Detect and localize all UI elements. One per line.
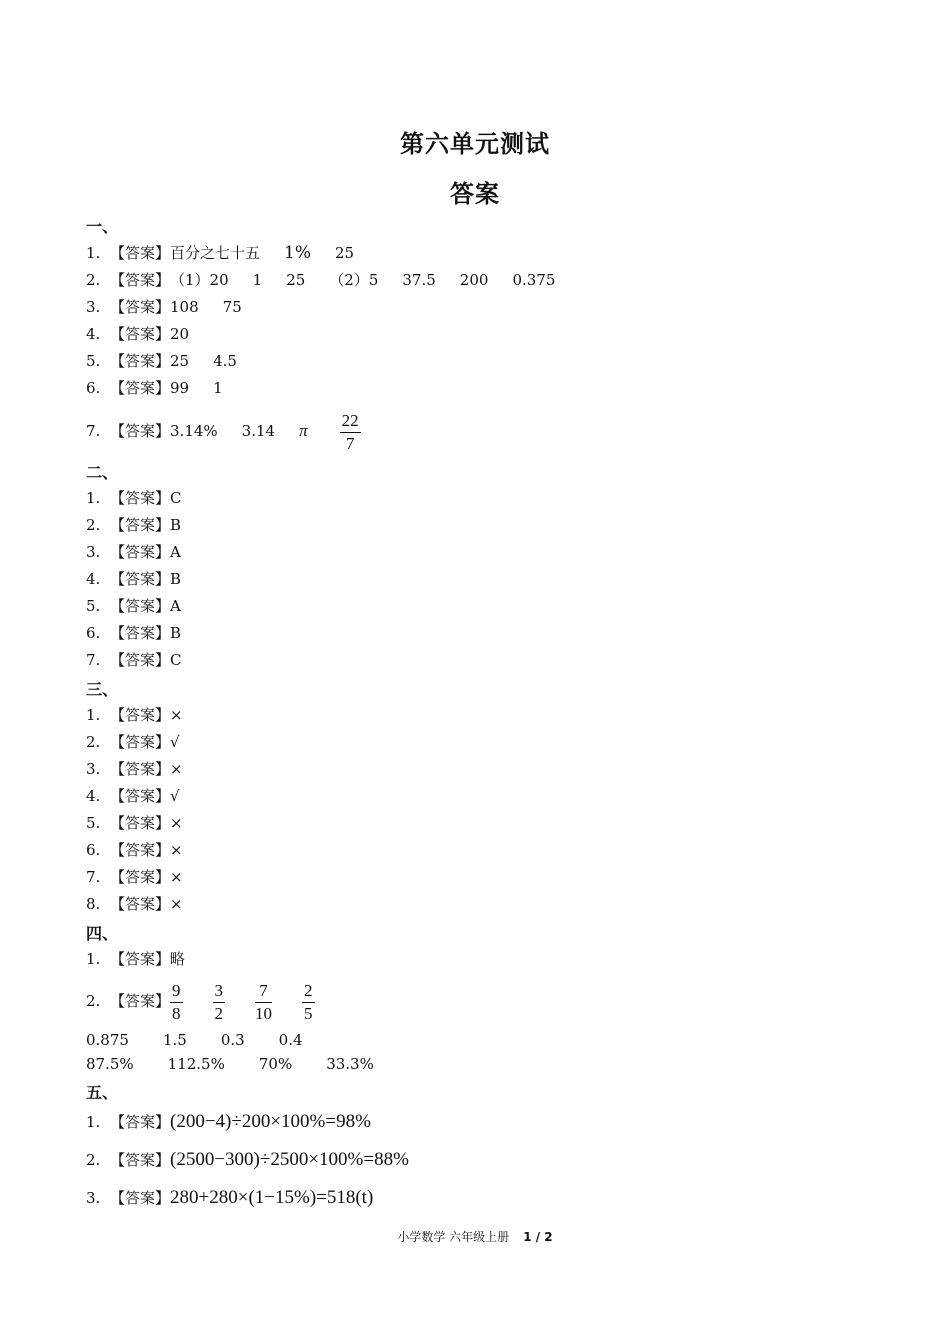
answer-value: 99: [170, 379, 190, 397]
answer-value: ×: [170, 895, 183, 913]
answer-value: A: [170, 543, 181, 561]
pi-symbol: π: [299, 421, 308, 440]
answer-tag: 【答案】: [110, 489, 171, 507]
answer-line: [86, 837, 183, 864]
answer-value: 1: [252, 271, 263, 289]
item-number: 1.: [86, 950, 101, 968]
item-number: 7.: [86, 422, 101, 440]
decimal-value: 0.875: [86, 1031, 129, 1049]
item-number: 3.: [86, 298, 101, 316]
answer-line: [86, 810, 183, 837]
answer-value: 0.375: [512, 271, 556, 289]
answer-tag: 【答案】: [110, 992, 171, 1010]
item-number: 4.: [86, 787, 101, 805]
decimal-value: 0.3: [220, 1031, 245, 1049]
answer-tag: 【答案】: [110, 1151, 171, 1169]
answer-value: 200: [459, 271, 489, 289]
answer-tag: 【答案】: [110, 570, 171, 588]
answer-line: [86, 946, 185, 973]
answer-line: [86, 348, 261, 375]
page-subtitle: 答案: [450, 180, 500, 208]
answer-value: 20: [170, 325, 190, 343]
item-number: 7.: [86, 651, 101, 669]
fraction: [302, 980, 315, 1025]
equation: 280+280×(1−15%)=518(t): [170, 1187, 374, 1208]
answer-tag: 【答案】: [110, 651, 171, 669]
answer-line: [86, 864, 183, 891]
answer-line: [86, 620, 181, 647]
item-number: 6.: [86, 841, 101, 859]
item-number: 5.: [86, 352, 101, 370]
answer-tag: 【答案】: [110, 760, 171, 778]
decimal-row: [86, 1027, 327, 1054]
answer-line: [86, 1105, 371, 1139]
answer-value: 25: [335, 244, 355, 262]
item-number: 1.: [86, 489, 101, 507]
answer-value: 1%: [284, 243, 312, 263]
answer-tag: 【答案】: [110, 841, 171, 859]
fraction-numerator: 22: [340, 410, 361, 433]
answer-tag: 【答案】: [110, 298, 171, 316]
fraction: [213, 980, 226, 1025]
answer-value: 百分之七十五: [170, 244, 261, 262]
fraction-numerator: 3: [213, 980, 226, 1003]
answer-value: B: [170, 570, 182, 588]
answer-tag: 【答案】: [110, 950, 171, 968]
item-number: 2.: [86, 992, 101, 1010]
answer-tag: 【答案】: [110, 787, 171, 805]
item-number: 8.: [86, 895, 101, 913]
answer-line: [86, 702, 183, 729]
item-number: 5.: [86, 814, 101, 832]
equation: (2500−300)÷2500×100%=88%: [170, 1149, 409, 1170]
answer-value: ×: [170, 868, 183, 886]
item-number: 4.: [86, 325, 101, 343]
answer-line: [86, 375, 247, 402]
answer-line: [86, 321, 213, 348]
answer-tag: 【答案】: [110, 1113, 171, 1131]
fraction-denominator: 8: [172, 1003, 181, 1023]
decimal-value: 1.5: [162, 1031, 187, 1049]
equation: (200−4)÷200×100%=98%: [170, 1111, 371, 1132]
item-number: 1.: [86, 1113, 101, 1131]
answer-line: [86, 647, 182, 674]
item-number: 3.: [86, 760, 101, 778]
answer-line: [86, 756, 183, 783]
section-heading-1: 一、: [86, 217, 119, 236]
answer-tag: 【答案】: [110, 1189, 171, 1207]
answer-value: 3.14%: [170, 422, 218, 440]
answer-value: ×: [170, 706, 183, 724]
item-number: 7.: [86, 868, 101, 886]
answer-tag: 【答案】: [110, 422, 171, 440]
percent-row: [86, 1051, 398, 1078]
fraction-numerator: 9: [170, 980, 183, 1003]
page-number: 1 / 2: [523, 1230, 553, 1244]
answer-value: 4.5: [213, 352, 237, 370]
answer-value: C: [170, 489, 182, 507]
fraction-denominator: 10: [255, 1003, 273, 1023]
answer-line: [86, 1143, 409, 1177]
answer-tag: 【答案】: [110, 733, 171, 751]
answer-line: [86, 566, 181, 593]
answer-value: 75: [222, 298, 242, 316]
answer-line: [86, 512, 181, 539]
percent-value: 33.3%: [326, 1055, 374, 1073]
fraction-numerator: 7: [255, 980, 272, 1003]
fraction-denominator: 7: [345, 433, 355, 453]
answer-value: A: [170, 597, 181, 615]
answer-tag: 【答案】: [110, 244, 171, 262]
answer-value: ×: [170, 841, 183, 859]
fraction: [340, 410, 361, 455]
answer-tag: 【答案】: [110, 379, 171, 397]
answer-value: 37.5: [402, 271, 436, 289]
fraction-denominator: 2: [214, 1003, 224, 1023]
section-heading-2: 二、: [86, 463, 119, 482]
answer-line: [86, 783, 180, 810]
page-footer: [0, 1228, 950, 1245]
section-heading-5: 五、: [86, 1083, 119, 1102]
answer-line: [86, 240, 378, 267]
answer-line: [86, 729, 180, 756]
answer-tag: 【答案】: [110, 624, 171, 642]
answer-value: 1: [213, 379, 223, 397]
answer-line: [86, 485, 182, 512]
answer-tag: 【答案】: [110, 868, 171, 886]
answer-tag: 【答案】: [110, 706, 171, 724]
fraction: [170, 980, 183, 1025]
answer-value: （1）20: [170, 271, 229, 289]
fraction: [255, 980, 272, 1025]
item-number: 1.: [86, 244, 101, 262]
answer-tag: 【答案】: [110, 543, 171, 561]
section-heading-4: 四、: [86, 924, 119, 943]
answer-tag: 【答案】: [110, 895, 171, 913]
answer-value: 25: [286, 271, 306, 289]
percent-value: 112.5%: [167, 1055, 225, 1073]
answer-value: ×: [170, 760, 183, 778]
answer-line: [86, 975, 345, 1027]
item-number: 2.: [86, 516, 101, 534]
decimal-value: 0.4: [278, 1031, 303, 1049]
item-number: 6.: [86, 379, 101, 397]
item-number: 3.: [86, 1189, 101, 1207]
answer-value: 25: [170, 352, 190, 370]
answer-tag: 【答案】: [110, 814, 171, 832]
answer-value: C: [170, 651, 182, 669]
percent-value: 70%: [258, 1055, 293, 1073]
answer-tag: 【答案】: [110, 271, 171, 289]
fraction-denominator: 5: [304, 1003, 313, 1023]
answer-value: √: [170, 787, 180, 805]
answer-value: 略: [170, 950, 186, 968]
answer-line: [86, 891, 183, 918]
answer-line: [86, 1181, 373, 1215]
answer-value: ×: [170, 814, 183, 832]
footer-label: 小学数学 六年级上册: [397, 1230, 510, 1244]
answer-tag: 【答案】: [110, 597, 171, 615]
answer-line: [86, 267, 579, 294]
answer-tag: 【答案】: [110, 352, 171, 370]
page-title: 第六单元测试: [400, 130, 550, 158]
item-number: 5.: [86, 597, 101, 615]
item-number: 1.: [86, 706, 101, 724]
item-number: 4.: [86, 570, 101, 588]
answer-line: [86, 405, 391, 457]
answer-line: [86, 294, 266, 321]
percent-value: 87.5%: [86, 1055, 134, 1073]
answer-value: （2）5: [329, 271, 379, 289]
section-heading-3: 三、: [86, 680, 119, 699]
answer-tag: 【答案】: [110, 325, 171, 343]
answer-line: [86, 539, 181, 566]
fraction-numerator: 2: [302, 980, 315, 1003]
answer-line: [86, 593, 181, 620]
item-number: 2.: [86, 1151, 101, 1169]
answer-value: B: [170, 516, 182, 534]
item-number: 3.: [86, 543, 101, 561]
answer-value: 108: [170, 298, 199, 316]
item-number: 2.: [86, 271, 101, 289]
answer-value: √: [170, 733, 180, 751]
answer-value: B: [170, 624, 182, 642]
answer-value: 3.14: [241, 422, 276, 440]
item-number: 2.: [86, 733, 101, 751]
item-number: 6.: [86, 624, 101, 642]
answer-tag: 【答案】: [110, 516, 171, 534]
